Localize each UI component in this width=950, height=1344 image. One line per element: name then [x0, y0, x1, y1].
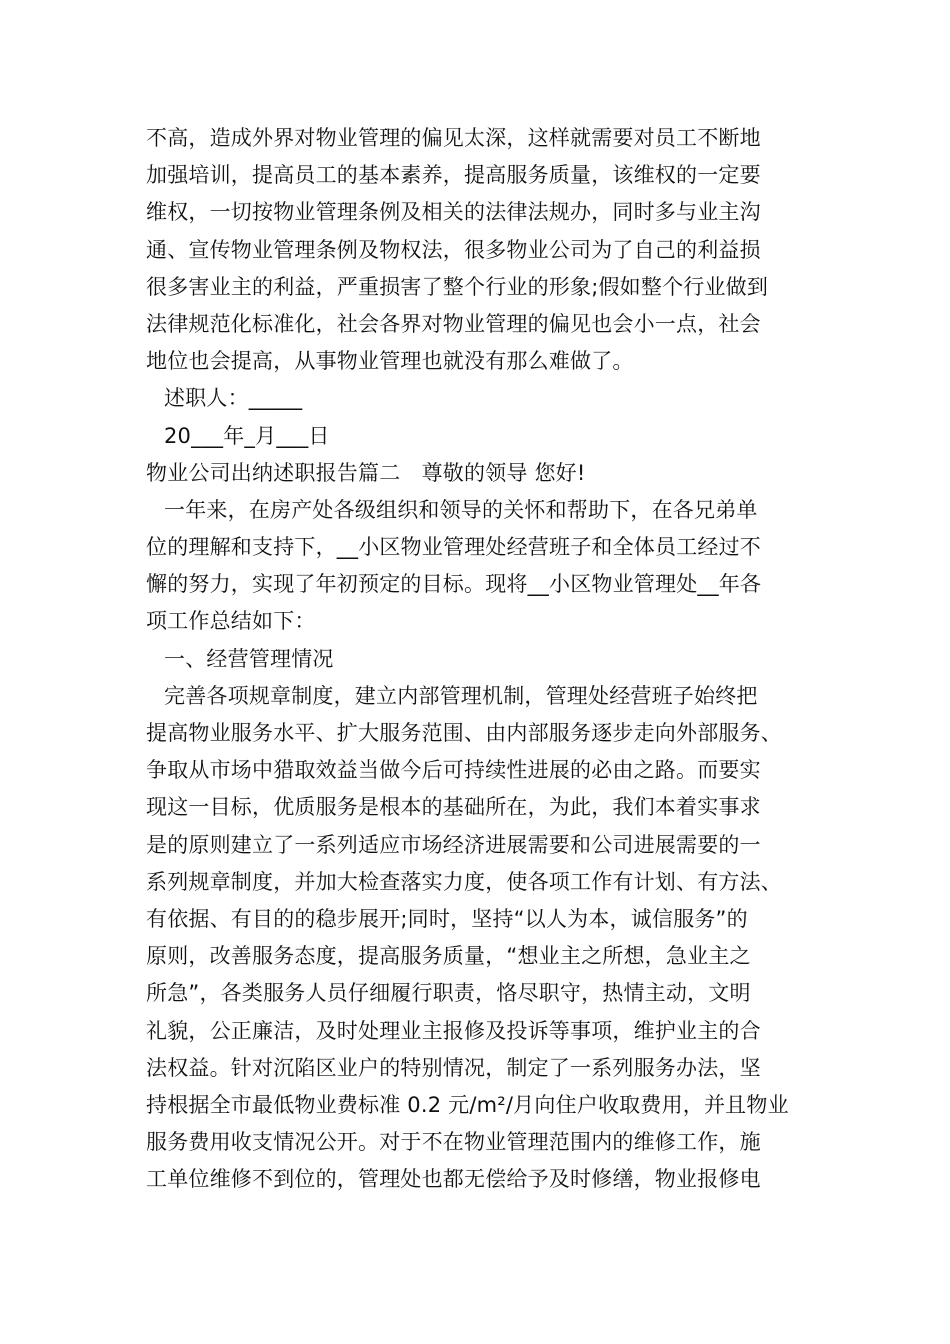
text-line: 礼貌，公正廉洁，及时处理业主报修及投诉等事项，维护业主的合 [146, 1018, 761, 1043]
text-line: 是的原则建立了一系列适应市场经济进展需要和公司进展需要的一 [146, 832, 761, 857]
text-line: 通、宣传物业管理条例及物权法，很多物业公司为了自己的利益损 [146, 237, 761, 262]
text-line: 完善各项规章制度，建立内部管理机制，管理处经营班子始终把 [164, 683, 758, 708]
document-body [146, 120, 826, 1198]
text-line: 现这一目标，优质服务是根本的基础所在，为此，我们本着实事求 [146, 795, 761, 820]
text-line: 提高物业服务水平、扩大服务范围、由内部服务逐步走向外部服务、 [146, 721, 782, 745]
text-line: 一年来，在房产处各级组织和领导的关怀和帮助下，在各兄弟单 [164, 497, 758, 522]
text-line: 有依据、有目的的稳步展开;同时，坚持“以人为本，诚信服务”的 [146, 906, 748, 931]
text-line: 原则，改善服务态度，提高服务质量，“想业主之所想，急业主之 [146, 944, 751, 969]
section-heading: 物业公司出纳述职报告篇二 尊敬的领导 您好! [146, 460, 586, 485]
subsection-heading: 一、经营管理情况 [164, 646, 334, 671]
text-line: 所急”，各类服务人员仔细履行职责，恪尽职守，热情主动，文明 [146, 981, 751, 1006]
text-line: 法律规范化标准化，社会各界对物业管理的偏见也会小一点，社会 [146, 311, 761, 336]
text-line: 懈的努力，实现了年初预定的目标。现将__小区物业管理处__年各 [146, 572, 762, 597]
text-line: 很多害业主的利益，严重损害了整个行业的形象;假如整个行业做到 [146, 274, 769, 299]
text-line: 系列规章制度，并加大检查落实力度，使各项工作有计划、有方法、 [146, 869, 782, 894]
signature-line: 述职人：_____ [164, 386, 303, 411]
text-line: 项工作总结如下： [146, 609, 316, 634]
text-line: 不高，造成外界对物业管理的偏见太深，这样就需要对员工不断地 [146, 126, 761, 150]
text-line: 争取从市场中猎取效益当做今后可持续性进展的必由之路。而要实 [146, 758, 761, 783]
text-line: 维权，一切按物业管理条例及相关的法律法规办，同时多与业主沟 [146, 200, 761, 225]
text-line: 持根据全市最低物业费标准 0.2 元/m²/月向住户收取费用，并且物业 [146, 1092, 789, 1117]
text-line: 位的理解和支持下，__小区物业管理处经营班子和全体员工经过不 [146, 535, 761, 560]
text-line: 工单位维修不到位的，管理处也都无偿给予及时修缮，物业报修电 [146, 1167, 761, 1192]
text-line: 法权益。针对沉陷区业户的特别情况，制定了一系列服务办法，坚 [146, 1055, 761, 1080]
text-line: 服务费用收支情况公开。对于不在物业管理范围内的维修工作，施 [146, 1130, 761, 1155]
date-line: 20___年_月___日 [164, 423, 330, 448]
text-line: 加强培训，提高员工的基本素养，提高服务质量，该维权的一定要 [146, 163, 761, 188]
text-line: 地位也会提高，从事物业管理也就没有那么难做了。 [146, 349, 634, 374]
